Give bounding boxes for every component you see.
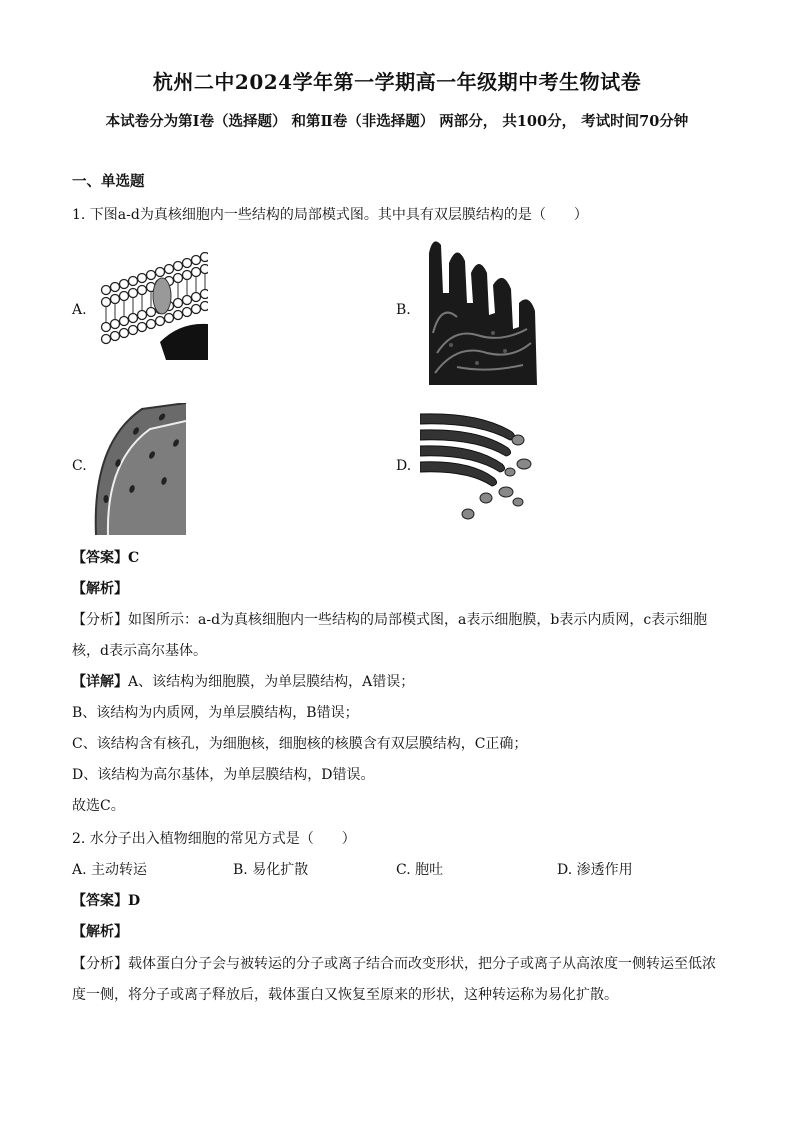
q1-option-b-label: B.: [396, 302, 411, 318]
q1-option-d-label: D.: [396, 458, 412, 474]
q1-analysis-line-1: 【分析】如图所示：a-d为真核细胞内一些结构的局部模式图，a表示细胞膜，b表示内质网，c表示细胞: [72, 612, 708, 628]
nucleus-icon: [92, 403, 186, 535]
q2-analysis-line-1: 【分析】载体蛋白分子会与被转运的分子或离子结合而改变形状，把分子或离子从高浓度一侧转运至低浓: [72, 956, 716, 972]
golgi-apparatus-image: [420, 410, 532, 520]
section-heading: 一、单选题: [72, 173, 145, 190]
q1-option-a-label: A.: [72, 302, 87, 318]
q1-detail-b: B、该结构为内质网，为单层膜结构，B错误；: [72, 705, 359, 721]
q1-detail-c: C、该结构含有核孔，为细胞核，细胞核的核膜含有双层膜结构，C正确；: [72, 736, 528, 752]
q2-choice-a: A. 主动转运: [72, 862, 148, 878]
q2-stem: 2. 水分子出入植物细胞的常见方式是（ ）: [72, 831, 356, 847]
q2-analysis-line-2: 度一侧，将分子或离子释放后，载体蛋白又恢复至原来的形状，这种转运称为易化扩散。: [72, 987, 618, 1003]
q2-choice-b: B. 易化扩散: [233, 862, 309, 878]
cell-membrane-icon: [100, 252, 208, 360]
exam-instructions: 本试卷分为第Ⅰ卷（选择题） 和第Ⅱ卷（非选择题） 两部分， 共100分， 考试时间70分钟: [105, 113, 689, 130]
q1-conclusion: 故选C。: [72, 798, 125, 814]
q1-option-c-label: C.: [72, 458, 87, 474]
endoplasmic-reticulum-image: [427, 233, 537, 385]
cell-membrane-image: [100, 252, 208, 360]
q1-detail-line-1: [72, 671, 414, 691]
q1-detail-a: A、该结构为细胞膜，为单层膜结构，A错误；: [128, 674, 415, 690]
q1-detail-tag: 【详解】: [72, 674, 128, 690]
page-title: 杭州二中2024学年第一学期高一年级期中考生物试卷: [152, 70, 642, 94]
q1-answer: 【答案】C: [72, 550, 140, 566]
q1-detail-d: D、该结构为高尔基体，为单层膜结构，D错误。: [72, 767, 375, 783]
q1-analysis-line-2: 核，d表示高尔基体。: [72, 643, 207, 659]
q2-analysis-heading: 【解析】: [72, 924, 128, 940]
q2-choice-d: D. 渗透作用: [557, 862, 633, 878]
q1-analysis-heading: 【解析】: [72, 581, 128, 597]
q1-stem: 1. 下图a-d为真核细胞内一些结构的局部模式图。其中具有双层膜结构的是（ ）: [72, 207, 588, 223]
q2-choices: [72, 859, 732, 879]
endoplasmic-reticulum-icon: [427, 233, 537, 385]
nucleus-image: [92, 403, 186, 535]
golgi-apparatus-icon: [420, 410, 532, 520]
q2-choice-c: C. 胞吐: [396, 862, 444, 878]
q2-answer: 【答案】D: [72, 893, 141, 909]
